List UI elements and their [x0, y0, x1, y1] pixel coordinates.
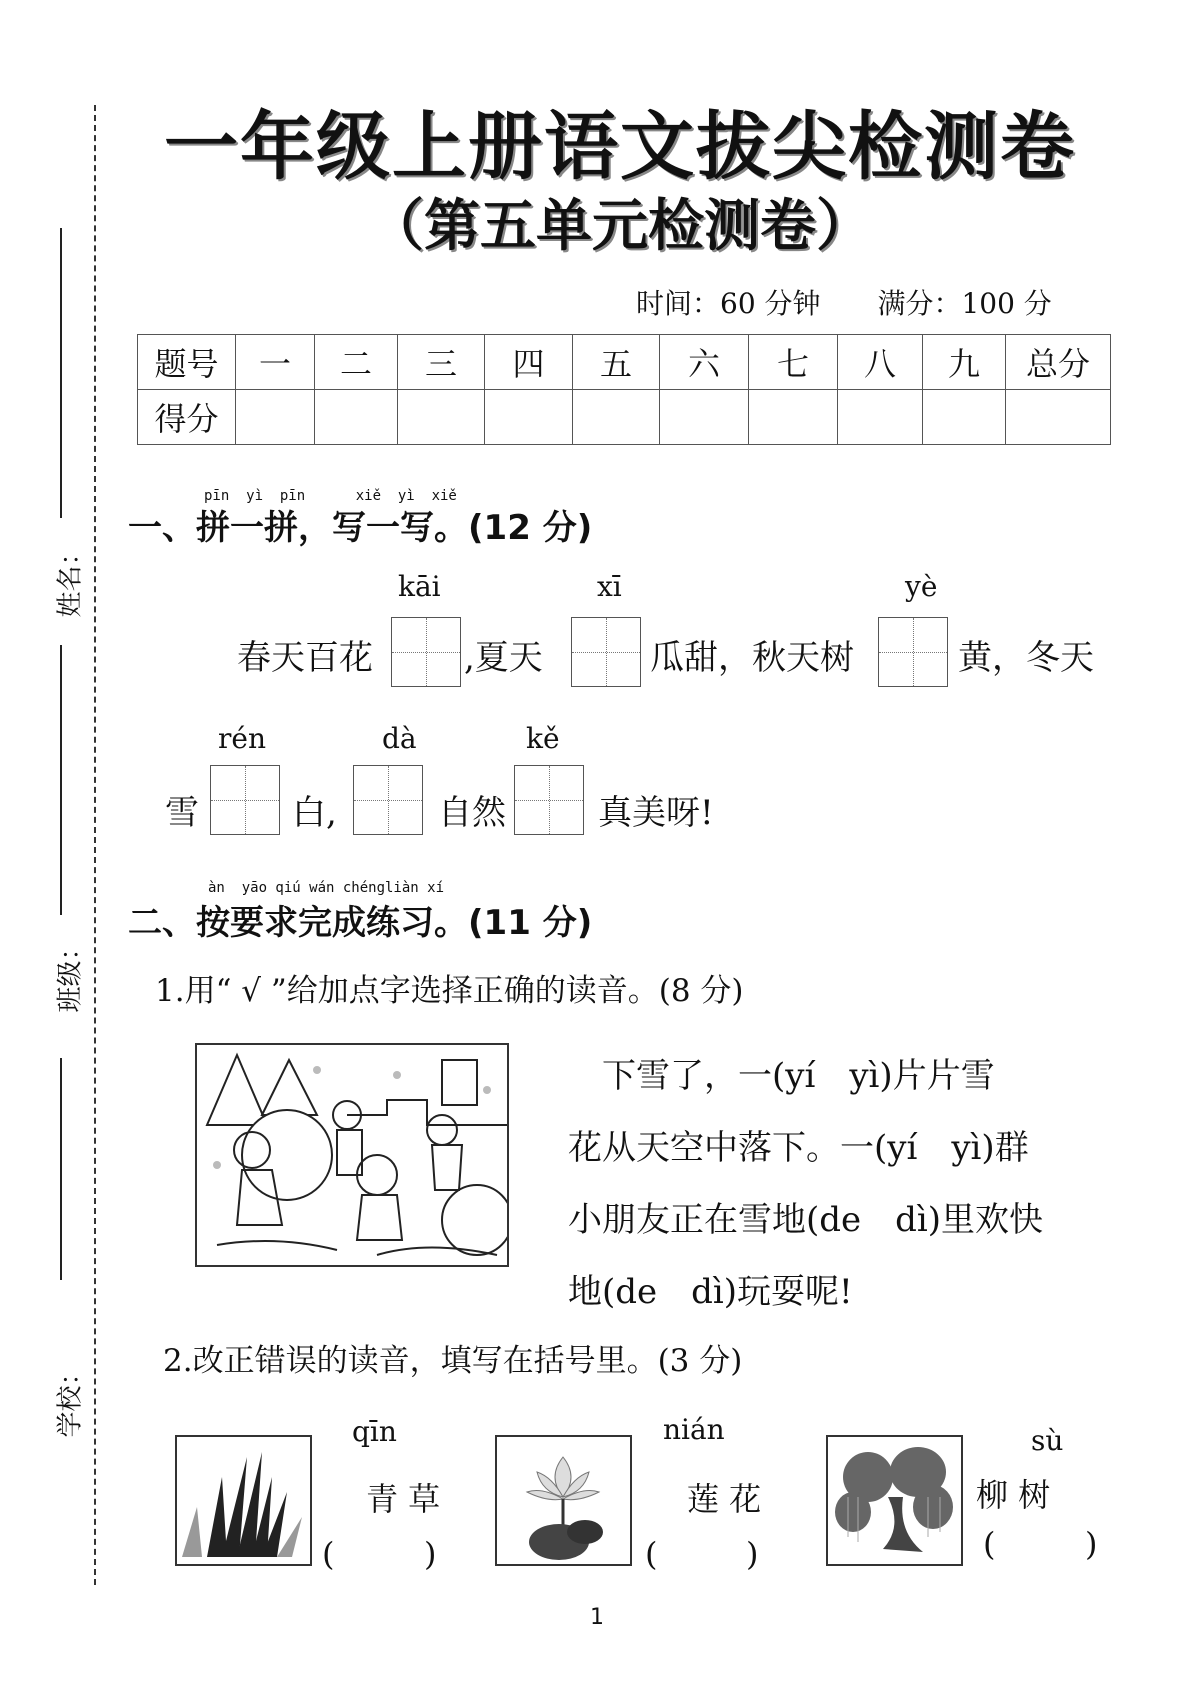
pinyin-da: dà: [382, 722, 417, 755]
answer-paren-open: (: [645, 1535, 658, 1573]
willow-picture: [826, 1435, 963, 1566]
willow-tree-icon: [828, 1437, 961, 1564]
cut-line: [94, 105, 96, 1585]
page-title: 一年级上册语文拔尖检测卷: [164, 104, 1076, 190]
item-pinyin-nian: nián: [663, 1413, 725, 1446]
score-cell[interactable]: [315, 390, 398, 445]
writing-grid-ke[interactable]: [514, 765, 584, 835]
section2-heading: 二、按要求完成练习。(11 分): [128, 903, 593, 943]
line2-text-3: 自然: [438, 793, 506, 833]
name-label: 姓名：: [55, 539, 86, 618]
full-score: 满分：100 分: [877, 287, 1052, 320]
score-cell[interactable]: [749, 390, 838, 445]
question-1-prompt: 1.用“ √ ”给加点字选择正确的读音。(8 分): [155, 973, 744, 1009]
line1-text-1: 春天百花: [237, 638, 373, 678]
passage-line: 花从天空中落下。一(yí yì)群: [568, 1128, 1029, 1168]
item-pinyin-qin: qīn: [352, 1415, 397, 1448]
score-cell[interactable]: [660, 390, 749, 445]
writing-grid-xi[interactable]: [571, 617, 641, 687]
answer-paren-open: (: [983, 1525, 996, 1563]
class-label: 班级：: [55, 934, 86, 1013]
passage-line: 小朋友正在雪地(de dì)里欢快: [568, 1200, 1044, 1240]
answer-blank-liushu[interactable]: [1000, 1530, 1080, 1570]
writing-grid-kai[interactable]: [391, 617, 461, 687]
school-label: 学校：: [55, 1359, 86, 1438]
item-pinyin-su: sù: [1031, 1424, 1064, 1457]
score-header-cell: 题号: [138, 335, 236, 390]
page-number: 1: [590, 1605, 604, 1630]
writing-grid-ren[interactable]: [210, 765, 280, 835]
reading-passage: [568, 1040, 1108, 1328]
score-row-label: 得分: [138, 390, 236, 445]
score-cell[interactable]: [573, 390, 660, 445]
section1-heading-pinyin: pīn yì pīn xiě yì xiě: [204, 488, 457, 504]
score-header-cell: 二: [315, 335, 398, 390]
page-subtitle: （第五单元检测卷）: [368, 194, 872, 259]
snow-play-illustration: [195, 1043, 509, 1267]
line1-text-3: 瓜甜，秋天树: [650, 638, 854, 678]
pinyin-xi: xī: [597, 570, 622, 603]
line2-text-4: 真美呀!: [598, 793, 714, 833]
line2-text-1: 雪: [165, 793, 199, 833]
line1-text-2: ,夏天: [464, 638, 543, 678]
score-table: [137, 334, 1111, 445]
answer-blank-lianhua[interactable]: [665, 1540, 743, 1580]
pinyin-ke: kě: [526, 722, 560, 755]
item-word-lianhua: 莲 花: [687, 1480, 762, 1518]
lotus-picture: [495, 1435, 632, 1566]
score-cell-total[interactable]: [1006, 390, 1111, 445]
score-header-cell: 一: [236, 335, 315, 390]
lotus-icon: [497, 1437, 630, 1564]
score-cell[interactable]: [236, 390, 315, 445]
writing-grid-ye[interactable]: [878, 617, 948, 687]
score-table-header-row: [138, 335, 1111, 390]
passage-line: 下雪了，一(yí yì)片片雪: [568, 1056, 995, 1096]
pinyin-kai: kāi: [398, 570, 441, 603]
children-snow-icon: [197, 1045, 507, 1265]
grass-picture: [175, 1435, 312, 1566]
time-limit: 时间：60 分钟: [636, 287, 821, 320]
section1-heading: 一、拼一拼，写一写。(12 分): [128, 508, 593, 548]
score-header-cell: 五: [573, 335, 660, 390]
pinyin-ren: rén: [218, 722, 266, 755]
answer-paren-close: ): [1085, 1525, 1098, 1563]
passage-line: 地(de dì)玩耍呢!: [568, 1272, 853, 1312]
score-header-cell: 三: [398, 335, 485, 390]
grass-icon: [177, 1437, 310, 1564]
pinyin-ye: yè: [905, 570, 938, 603]
name-write-line-lower[interactable]: [60, 645, 62, 915]
answer-paren-close: ): [746, 1535, 759, 1573]
score-header-cell: 总分: [1006, 335, 1111, 390]
item-word-qingcao: 青 草: [366, 1480, 441, 1518]
question-2-prompt: 2.改正错误的读音，填写在括号里。(3 分): [163, 1343, 743, 1379]
score-header-cell: 九: [923, 335, 1006, 390]
score-cell[interactable]: [485, 390, 573, 445]
name-write-line[interactable]: [60, 228, 62, 518]
score-table-score-row: [138, 390, 1111, 445]
line2-text-2: 白,: [292, 793, 337, 833]
score-header-cell: 七: [749, 335, 838, 390]
exam-meta: [636, 282, 1100, 322]
answer-blank-qingcao[interactable]: [340, 1540, 420, 1580]
score-header-cell: 四: [485, 335, 573, 390]
answer-paren-open: (: [322, 1535, 335, 1573]
writing-grid-da[interactable]: [353, 765, 423, 835]
score-cell[interactable]: [838, 390, 923, 445]
score-cell[interactable]: [398, 390, 485, 445]
score-header-cell: 六: [660, 335, 749, 390]
line1-text-4: 黄，冬天: [958, 638, 1094, 678]
answer-paren-close: ): [424, 1535, 437, 1573]
score-header-cell: 八: [838, 335, 923, 390]
item-word-liushu: 柳 树: [976, 1476, 1051, 1514]
class-write-line[interactable]: [60, 1058, 62, 1280]
score-cell[interactable]: [923, 390, 1006, 445]
section2-heading-pinyin: àn yāo qiú wán chéngliàn xí: [208, 880, 445, 896]
